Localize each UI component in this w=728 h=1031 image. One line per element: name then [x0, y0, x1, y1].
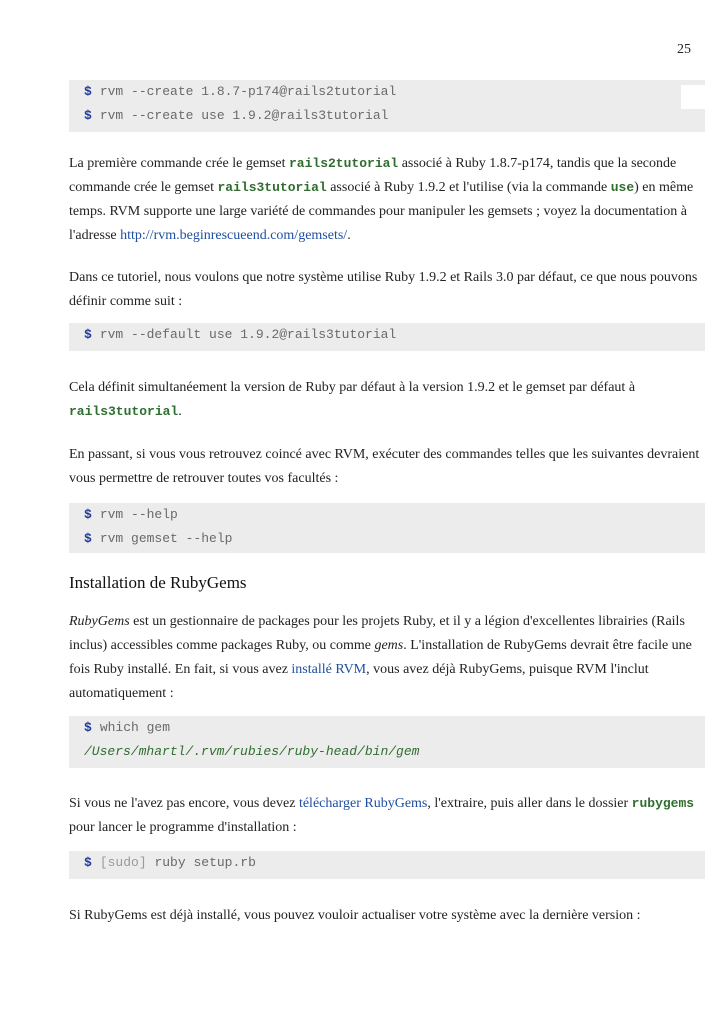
text: , vous avez déjà RubyGems, puisque RVM l'inclut automatiquement :	[69, 662, 649, 701]
code-line	[69, 503, 705, 527]
prompt-symbol: $	[84, 84, 92, 99]
text: associé à Ruby 1.9.2 et l'utilise (via la commande	[326, 180, 611, 195]
prompt-symbol: $	[84, 327, 92, 342]
prompt-symbol: $	[84, 720, 92, 735]
text: Si vous ne l'avez pas encore, vous devez	[69, 796, 299, 811]
install-rvm-link[interactable]: installé RVM	[291, 662, 367, 677]
code-block-notch	[681, 85, 705, 109]
code-text: rvm --default use 1.9.2@rails3tutorial	[99, 327, 397, 342]
code-text: rvm --create 1.8.7-p174@rails2tutorial	[99, 84, 397, 99]
paragraph-default-result	[69, 376, 709, 424]
bracket: ]	[138, 855, 147, 870]
bracket: [	[99, 855, 108, 870]
code-text: which gem	[99, 720, 171, 735]
code-line	[69, 740, 705, 764]
code-block-create-gemsets	[69, 80, 705, 132]
code-line	[69, 323, 705, 347]
code-block-which-gem	[69, 716, 705, 768]
code-line	[69, 104, 705, 128]
text: , l'extraire, puis aller dans le dossier	[427, 796, 632, 811]
code-output-path: /Users/mhartl/.rvm/rubies/ruby-head/bin/gem	[84, 744, 420, 759]
prompt-symbol: $	[84, 855, 92, 870]
text: Cela définit simultanéement la version de Ruby par défaut à la version 1.9.2 et le gemset par défaut à	[69, 380, 636, 395]
paragraph-rvm-help: En passant, si vous vous retrouvez coincé avec RVM, exécuter des commandes telles que les suivantes devraient vous permettre de retrouver toutes vos facultés :	[69, 447, 700, 486]
inline-code: rubygems	[631, 796, 695, 811]
inline-code: use	[610, 180, 635, 195]
code-text: rvm --help	[99, 507, 178, 522]
code-block-setup	[69, 851, 705, 879]
code-text: rvm gemset --help	[99, 531, 233, 546]
text: .	[178, 404, 182, 419]
prompt-symbol: $	[84, 108, 92, 123]
code-line	[69, 527, 705, 551]
text: est un gestionnaire de packages pour les projets Ruby, et il y a légion d'excellentes librairies (Rails inclus) accessibles comme packages Ruby, ou comme	[69, 614, 685, 653]
paragraph-rubygems-intro	[69, 610, 709, 706]
paragraph-gemsets-explanation	[69, 152, 709, 248]
gemsets-doc-link[interactable]: http://rvm.beginrescueend.com/gemsets/	[120, 228, 348, 243]
code-text: ruby setup.rb	[146, 855, 256, 870]
code-line	[69, 80, 705, 104]
italic-term: RubyGems	[69, 614, 130, 629]
prompt-symbol: $	[84, 507, 92, 522]
paragraph-update-rubygems: Si RubyGems est déjà installé, vous pouvez vouloir actualiser votre système avec la dernière version :	[69, 908, 641, 923]
inline-code: rails2tutorial	[289, 156, 399, 171]
code-block-default	[69, 323, 705, 351]
page-number: 25	[677, 42, 691, 57]
paragraph-download-rubygems	[69, 792, 709, 840]
text: ) en même temps. RVM supporte une large variété de commandes pour manipuler les gemsets ; voyez la documentation à l'adresse	[69, 180, 694, 243]
inline-code: rails3tutorial	[69, 404, 179, 419]
text: La première commande crée le gemset	[69, 156, 289, 171]
prompt-symbol: $	[84, 531, 92, 546]
text: pour lancer le programme d'installation :	[69, 820, 297, 835]
sudo-text: sudo	[107, 855, 139, 870]
code-line	[69, 716, 705, 740]
section-heading: Installation de RubyGems	[69, 573, 247, 592]
code-line	[69, 851, 705, 875]
code-block-help	[69, 503, 705, 553]
inline-code: rails3tutorial	[217, 180, 327, 195]
italic-term: gems	[374, 638, 404, 653]
text: . L'installation de RubyGems devrait être facile une fois Ruby installé. En fait, si vous avez	[69, 638, 692, 677]
paragraph-default-setup: Dans ce tutoriel, nous voulons que notre système utilise Ruby 1.9.2 et Rails 3.0 par défaut, ce que nous pouvons définir comme suit :	[69, 270, 698, 309]
download-rubygems-link[interactable]: télécharger RubyGems	[298, 796, 428, 811]
text: .	[347, 228, 351, 243]
text: associé à Ruby 1.8.7-p174, tandis que la seconde commande crée le gemset	[69, 156, 677, 195]
code-text: rvm --create use 1.9.2@rails3tutorial	[99, 108, 389, 123]
